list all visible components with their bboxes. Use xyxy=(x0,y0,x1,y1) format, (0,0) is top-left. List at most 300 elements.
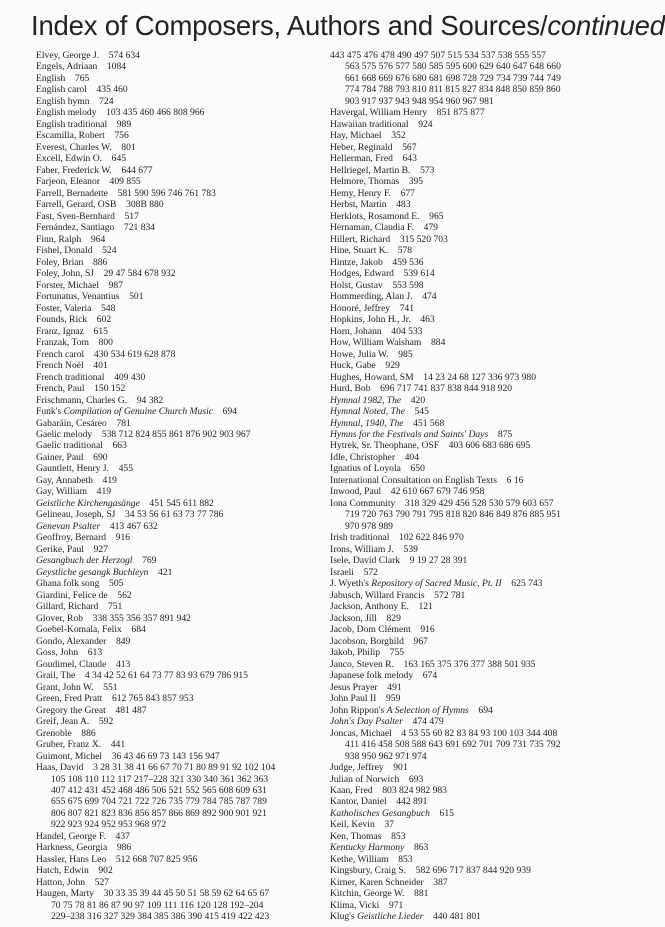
entry-refs: 163 165 375 376 377 388 501 935 xyxy=(403,658,536,670)
index-entry xyxy=(330,107,614,118)
entry-name: Geoffroy, Bernard xyxy=(36,532,107,544)
index-entry xyxy=(330,555,614,566)
entry-name: Isele, David Clark xyxy=(330,555,401,567)
entry-refs: 916 xyxy=(115,532,131,544)
entry-name: Huck, Gabe xyxy=(330,360,376,372)
entry-refs: 42 610 667 679 746 958 xyxy=(390,486,485,498)
entry-refs: 440 481 801 xyxy=(433,911,481,923)
entry-refs: 971 xyxy=(388,899,404,911)
index-entry xyxy=(36,888,326,922)
entry-refs: 395 xyxy=(408,176,424,188)
entry-refs: 922 923 924 952 953 968 972 xyxy=(51,819,167,831)
index-entry xyxy=(330,601,614,612)
entry-refs: 645 xyxy=(111,153,127,165)
entry-refs: 801 xyxy=(121,141,136,153)
index-entry xyxy=(36,234,326,245)
entry-name: Grail, The xyxy=(36,670,76,682)
index-entry xyxy=(36,257,326,268)
entry-refs: 338 355 356 357 891 942 xyxy=(92,612,191,624)
index-entry xyxy=(36,119,326,130)
index-entry xyxy=(36,521,326,532)
entry-refs: 572 781 xyxy=(434,589,466,601)
entry-refs: 121 xyxy=(418,601,433,613)
index-entry xyxy=(36,142,326,153)
index-entry xyxy=(36,130,326,141)
index-entry xyxy=(330,280,614,291)
index-entry xyxy=(330,211,614,222)
entry-refs: 435 460 xyxy=(96,84,128,96)
entry-refs: 481 487 xyxy=(115,704,147,716)
index-entry xyxy=(36,544,326,555)
entry-name: Franz, Ignaz xyxy=(36,325,84,337)
index-entry xyxy=(330,716,614,727)
entry-name: Funk's xyxy=(36,406,64,418)
entry-name: Jabusch, Willard Francis xyxy=(330,589,425,601)
entry-name: Hellerman, Fred xyxy=(330,153,393,165)
entry-refs: 37 xyxy=(384,819,394,831)
entry-name: Giardini, Felice de xyxy=(36,589,108,601)
entry-refs: 4 34 42 52 61 64 73 77 83 93 679 786 915 xyxy=(84,670,248,682)
entry-name: Handel, George F. xyxy=(36,830,106,842)
entry-refs: 413 xyxy=(115,658,131,670)
entry-name: English xyxy=(36,72,66,84)
entry-name: John Rippon's xyxy=(330,704,387,716)
entry-refs: 986 xyxy=(116,842,132,854)
index-entry xyxy=(330,659,614,670)
entry-refs: 851 875 877 xyxy=(436,107,485,119)
index-entry xyxy=(330,268,614,279)
entry-name: Gillard, Richard xyxy=(36,601,99,613)
entry-name: Farjeon, Eleanor xyxy=(36,176,100,188)
index-entry xyxy=(36,326,326,337)
entry-refs: 517 xyxy=(124,210,139,222)
entry-refs: 765 xyxy=(74,72,90,84)
entry-name: Irish traditional xyxy=(330,532,390,544)
index-entry xyxy=(36,509,326,520)
entry-refs: 967 xyxy=(413,635,428,647)
index-entry xyxy=(330,188,614,199)
entry-name: Hurd, Bob xyxy=(330,383,371,395)
entry-refs: 505 xyxy=(109,578,124,590)
entry-refs: 29 47 584 678 932 xyxy=(103,268,176,280)
entry-refs: 684 xyxy=(131,624,146,636)
entry-refs: 964 xyxy=(90,233,106,245)
index-entry xyxy=(36,636,326,647)
entry-refs: 315 520 703 xyxy=(399,233,448,245)
entry-name: Hughes, Howard, SM xyxy=(330,371,414,383)
entry-name: Hopkins, John H., Jr. xyxy=(330,314,411,326)
entry-title: Geistliche Kirchengasänge xyxy=(36,497,140,509)
index-entry xyxy=(36,865,326,876)
entry-name: Ken, Thomas xyxy=(330,830,382,842)
entry-refs: 4 53 55 60 82 83 84 93 100 103 344 408 xyxy=(401,727,558,739)
entry-refs: 567 xyxy=(402,141,417,153)
index-entry xyxy=(36,475,326,486)
index-entry xyxy=(36,222,326,233)
entry-title: Hymnal 1982, The xyxy=(330,394,402,406)
entry-name: Keil, Kevin xyxy=(330,819,375,831)
entry-refs: 643 xyxy=(402,153,417,165)
entry-refs: 650 xyxy=(410,463,425,475)
entry-title: Compilation of Genuine Church Music xyxy=(63,406,213,418)
entry-name: Japanese folk melody xyxy=(330,670,414,682)
index-entry xyxy=(36,176,326,187)
entry-refs: 70 75 78 81 86 87 90 97 109 111 116 120 128 192–204 xyxy=(51,899,264,911)
entry-refs: 884 xyxy=(431,337,446,349)
entry-title: A Selection of Hymns xyxy=(386,704,469,716)
entry-name: Fishel, Donald xyxy=(36,245,93,257)
entry-refs: 829 xyxy=(386,612,401,624)
entry-name: How, William Walsham xyxy=(330,337,422,349)
entry-refs: 927 xyxy=(93,543,108,555)
entry-title: Katholisches Gesangbuch xyxy=(330,807,430,819)
header-continued: continued xyxy=(547,10,665,41)
index-entry xyxy=(330,498,614,532)
index-column-right xyxy=(330,50,614,923)
entry-name: Gruber, Franz X. xyxy=(36,739,102,751)
index-entry xyxy=(330,360,614,371)
entry-refs: 661 668 669 676 680 681 698 728 729 734 739 744 749 xyxy=(345,72,561,84)
entry-name: Green, Fred Pratt xyxy=(36,693,103,705)
entry-name: Engels, Adriaan xyxy=(36,61,98,73)
entry-name: J. Wyeth's xyxy=(330,578,372,590)
entry-refs: 30 33 35 39 44 45 50 51 58 59 62 64 65 67 xyxy=(103,888,270,900)
entry-refs: 548 xyxy=(100,302,116,314)
entry-refs: 755 xyxy=(389,647,405,659)
entry-refs: 602 xyxy=(96,314,112,326)
entry-name: Holst, Gustav xyxy=(330,279,383,291)
entry-refs: 644 677 xyxy=(121,164,153,176)
entry-refs: 105 108 110 112 117 217–228 321 330 340 361 362 363 xyxy=(51,773,269,785)
entry-title: Hymnal Noted, The xyxy=(330,406,405,418)
entry-refs: 401 xyxy=(93,360,108,372)
page-header xyxy=(31,8,665,44)
entry-name: Jacobson, Borghild xyxy=(330,635,404,647)
index-entry xyxy=(36,440,326,451)
entry-refs: 551 xyxy=(103,681,118,693)
index-entry xyxy=(330,119,614,130)
entry-refs: 491 xyxy=(387,681,402,693)
entry-name: Kantor, Daniel xyxy=(330,796,387,808)
index-entry xyxy=(36,728,326,739)
entry-refs: 103 435 460 466 808 966 xyxy=(106,107,205,119)
index-entry xyxy=(36,372,326,383)
entry-name: Inwood, Paul xyxy=(330,486,382,498)
entry-name: Ignatius of Loyola xyxy=(330,463,401,475)
index-entry xyxy=(330,774,614,785)
entry-refs: 724 xyxy=(99,95,114,107)
entry-name: Hellriegel, Martin B. xyxy=(330,164,411,176)
entry-refs: 663 xyxy=(112,440,127,452)
entry-refs: 924 xyxy=(418,118,433,130)
entry-name: Escamilla, Robert xyxy=(36,130,105,142)
entry-name: Hassler, Hans Leo xyxy=(36,853,107,865)
entry-name: Jackson, Anthony E. xyxy=(330,601,409,613)
entry-refs: 592 xyxy=(98,716,114,728)
index-entry xyxy=(330,383,614,394)
entry-name: Jacob, Dom Clément xyxy=(330,624,411,636)
entry-title: Geistliche Lieder xyxy=(357,911,424,923)
entry-refs: 538 712 824 855 861 876 902 903 967 xyxy=(101,428,251,440)
entry-refs: 563 575 576 577 580 585 595 600 629 640 647 648 660 xyxy=(345,61,561,73)
entry-refs: 769 xyxy=(142,555,157,567)
index-entry xyxy=(36,452,326,463)
index-entry xyxy=(36,96,326,107)
entry-refs: 443 475 476 478 490 497 507 515 534 537 538 555 557 xyxy=(330,50,546,61)
index-entry xyxy=(330,590,614,601)
entry-refs: 539 xyxy=(403,543,418,555)
index-entry xyxy=(330,326,614,337)
index-entry xyxy=(36,670,326,681)
entry-title: Kentucky Harmony xyxy=(330,842,405,854)
entry-name: Jakob, Philip xyxy=(330,647,381,659)
entry-name: English melody xyxy=(36,107,97,119)
entry-refs: 751 xyxy=(107,601,123,613)
entry-refs: 696 717 741 837 838 844 918 920 xyxy=(380,383,513,395)
entry-title: John's Day Psalter xyxy=(330,716,403,728)
entry-name: Gelineau, Joseph, SJ xyxy=(36,509,116,521)
entry-name: Foley, John, SJ xyxy=(36,268,95,280)
entry-refs: 853 xyxy=(391,830,406,842)
index-entry xyxy=(36,165,326,176)
entry-refs: 545 xyxy=(414,406,429,418)
entry-name: Gondo, Alexander xyxy=(36,635,107,647)
entry-refs: 863 xyxy=(413,842,429,854)
entry-refs: 421 xyxy=(158,566,173,578)
index-entry xyxy=(36,280,326,291)
index-entry xyxy=(330,705,614,716)
index-entry xyxy=(330,796,614,807)
index-entry xyxy=(36,647,326,658)
index-entry xyxy=(330,406,614,417)
entry-refs: 581 590 596 746 761 783 xyxy=(117,187,216,199)
entry-refs: 806 807 821 823 836 856 857 866 869 892 900 901 921 xyxy=(51,807,267,819)
entry-name: French traditional xyxy=(36,371,105,383)
index-entry xyxy=(36,842,326,853)
entry-name: Gabaráin, Cesáreo xyxy=(36,417,107,429)
entry-title: Hymns for the Festivals and Saints' Days xyxy=(330,428,489,440)
entry-refs: 527 xyxy=(94,876,110,888)
entry-refs: 901 xyxy=(393,762,408,774)
index-entry xyxy=(330,670,614,681)
entry-refs: 781 xyxy=(116,417,131,429)
entry-title: Hymnal, 1940, The xyxy=(330,417,404,429)
index-entry xyxy=(330,728,614,762)
index-entry xyxy=(36,659,326,670)
entry-title: Geystliche gesangk Buchleyn xyxy=(36,566,149,578)
entry-name: Goss, John xyxy=(36,647,79,659)
entry-refs: 612 765 843 857 953 xyxy=(111,693,194,705)
entry-refs: 34 53 56 61 63 73 77 786 xyxy=(125,509,224,521)
index-entry xyxy=(330,831,614,842)
entry-refs: 674 xyxy=(422,670,438,682)
entry-name: Klima, Vicki xyxy=(330,899,380,911)
entry-refs: 989 xyxy=(116,118,132,130)
index-entry xyxy=(36,199,326,210)
entry-refs: 512 668 707 825 956 xyxy=(115,853,198,865)
entry-name: Gay, William xyxy=(36,486,88,498)
index-entry xyxy=(36,268,326,279)
index-entry xyxy=(36,682,326,693)
entry-refs: 413 467 632 xyxy=(109,520,158,532)
index-entry xyxy=(330,567,614,578)
index-entry xyxy=(330,578,614,589)
entry-name: Harkness, Georgia xyxy=(36,842,108,854)
entry-name: Hintze, Jakob xyxy=(330,256,383,268)
entry-refs: 886 xyxy=(92,256,108,268)
entry-refs: 562 xyxy=(117,589,132,601)
entry-refs: 690 xyxy=(93,451,108,463)
entry-name: Frischmann, Charles G. xyxy=(36,394,128,406)
index-entry xyxy=(330,222,614,233)
entry-refs: 387 xyxy=(433,876,448,888)
entry-name: Honoré, Jeffrey xyxy=(330,302,391,314)
entry-name: Hine, Stuart K. xyxy=(330,245,389,257)
index-entry xyxy=(36,762,326,831)
entry-name: Judge, Jeffrey xyxy=(330,762,384,774)
entry-refs: 693 xyxy=(408,773,424,785)
entry-refs: 419 xyxy=(96,486,112,498)
entry-name: Gaelic melody xyxy=(36,428,93,440)
index-entry xyxy=(330,636,614,647)
index-entry xyxy=(330,245,614,256)
entry-name: Hernaman, Claudia F. xyxy=(330,222,414,234)
entry-refs: 318 329 429 456 528 530 579 603 657 xyxy=(404,497,554,509)
index-entry xyxy=(36,567,326,578)
entry-refs: 694 xyxy=(222,406,237,418)
entry-name: Hytrek, Sr. Theophane, OSF xyxy=(330,440,440,452)
entry-refs: 1084 xyxy=(106,61,127,73)
index-entry xyxy=(330,854,614,865)
entry-refs: 14 23 24 68 127 336 973 980 xyxy=(423,371,537,383)
index-entry xyxy=(330,819,614,830)
index-entry xyxy=(36,613,326,624)
entry-refs: 437 xyxy=(115,830,130,842)
entry-name: Irons, William J. xyxy=(330,543,394,555)
entry-name: Klug's xyxy=(330,911,358,923)
entry-name: Howe, Julia W. xyxy=(330,348,389,360)
index-entry xyxy=(330,647,614,658)
index-entry xyxy=(36,463,326,474)
entry-name: Israeli xyxy=(330,566,354,578)
entry-name: International Consultation on English Texts xyxy=(330,474,498,486)
entry-refs: 420 xyxy=(410,394,426,406)
entry-name: Herbst, Martin xyxy=(330,199,387,211)
entry-name: French Noël xyxy=(36,360,84,372)
index-entry xyxy=(36,383,326,394)
entry-refs: 916 xyxy=(420,624,435,636)
entry-refs: 677 xyxy=(400,187,415,199)
entry-refs: 409 855 xyxy=(109,176,141,188)
entry-refs: 404 533 xyxy=(391,325,423,337)
index-entry xyxy=(36,854,326,865)
entry-refs: 694 xyxy=(478,704,493,716)
entry-name: Gainer, Paul xyxy=(36,451,84,463)
index-entry xyxy=(330,234,614,245)
entry-name: Heber, Reginald xyxy=(330,141,393,153)
index-entry xyxy=(330,199,614,210)
index-entry xyxy=(36,590,326,601)
index-entry xyxy=(330,291,614,302)
index-entry xyxy=(330,613,614,624)
entry-refs: 613 xyxy=(87,647,103,659)
entry-name: Helmore, Thomas xyxy=(330,176,400,188)
index-entry xyxy=(36,498,326,509)
entry-name: Gay, Annabeth xyxy=(36,474,93,486)
index-entry xyxy=(36,337,326,348)
entry-name: Founds, Rick xyxy=(36,314,88,326)
entry-refs: 451 568 xyxy=(413,417,445,429)
entry-name: Haugen, Marty xyxy=(36,888,95,900)
entry-refs: 965 xyxy=(429,210,444,222)
entry-refs: 501 xyxy=(129,291,144,303)
index-entry xyxy=(330,682,614,693)
index-entry xyxy=(330,532,614,543)
entry-refs: 94 382 xyxy=(136,394,164,406)
entry-refs: 774 784 788 793 810 811 815 827 834 848 850 859 860 xyxy=(345,84,561,96)
entry-refs: 970 978 989 xyxy=(345,520,393,532)
entry-refs: 442 891 xyxy=(396,796,428,808)
entry-refs: 741 xyxy=(399,302,415,314)
entry-refs: 800 xyxy=(98,337,113,349)
index-entry xyxy=(36,360,326,371)
index-entry xyxy=(36,624,326,635)
index-entry xyxy=(36,395,326,406)
entry-refs: 655 675 699 704 721 722 726 735 779 784 785 787 789 xyxy=(51,796,267,808)
entry-name: Iona Community xyxy=(330,497,396,509)
index-entry xyxy=(36,291,326,302)
index-entry xyxy=(36,831,326,842)
entry-refs: 853 xyxy=(398,853,413,865)
entry-name: Kaan, Fred xyxy=(330,785,373,796)
entry-refs: 6 16 xyxy=(506,474,524,486)
entry-name: Forster, Michael xyxy=(36,279,100,291)
entry-refs: 719 720 763 790 791 795 818 820 846 849 876 885 951 xyxy=(345,509,561,521)
entry-title: Repository of Sacred Music, Pt. II xyxy=(371,578,502,590)
entry-name: French, Paul xyxy=(36,383,85,395)
entry-refs: 886 xyxy=(81,727,96,739)
entry-refs: 229–238 316 327 329 384 385 386 390 415 419 422 423 xyxy=(51,911,270,923)
index-entry xyxy=(36,211,326,222)
entry-refs: 582 696 717 837 844 920 939 xyxy=(415,865,531,877)
entry-name: Goebel-Komala, Felix xyxy=(36,624,122,636)
entry-name: English hymn xyxy=(36,95,90,107)
entry-refs: 903 917 937 943 948 954 960 967 981 xyxy=(345,95,494,107)
entry-refs: 573 xyxy=(420,164,435,176)
index-entry xyxy=(330,418,614,429)
index-entry xyxy=(36,418,326,429)
index-entry xyxy=(36,716,326,727)
entry-name: Kingsbury, Craig S. xyxy=(330,865,407,877)
index-entry xyxy=(36,50,326,61)
entry-title: Genevan Psalter xyxy=(36,520,101,532)
entry-refs: 849 xyxy=(115,635,131,647)
index-entry xyxy=(36,406,326,417)
entry-refs: 985 xyxy=(398,348,413,360)
index-entry xyxy=(330,544,614,555)
entry-refs: 479 xyxy=(423,222,438,234)
index-entry xyxy=(330,372,614,383)
entry-refs: 803 824 982 983 xyxy=(382,785,447,796)
index-entry xyxy=(36,693,326,704)
entry-refs: 411 416 458 508 588 643 691 692 701 709 731 735 792 xyxy=(345,739,561,751)
index-column-left xyxy=(36,50,326,923)
entry-name: Faber, Frederick W. xyxy=(36,164,112,176)
entry-refs: 881 xyxy=(414,888,429,900)
index-entry xyxy=(36,532,326,543)
entry-refs: 902 xyxy=(98,865,113,877)
entry-name: Glover, Rob xyxy=(36,612,84,624)
